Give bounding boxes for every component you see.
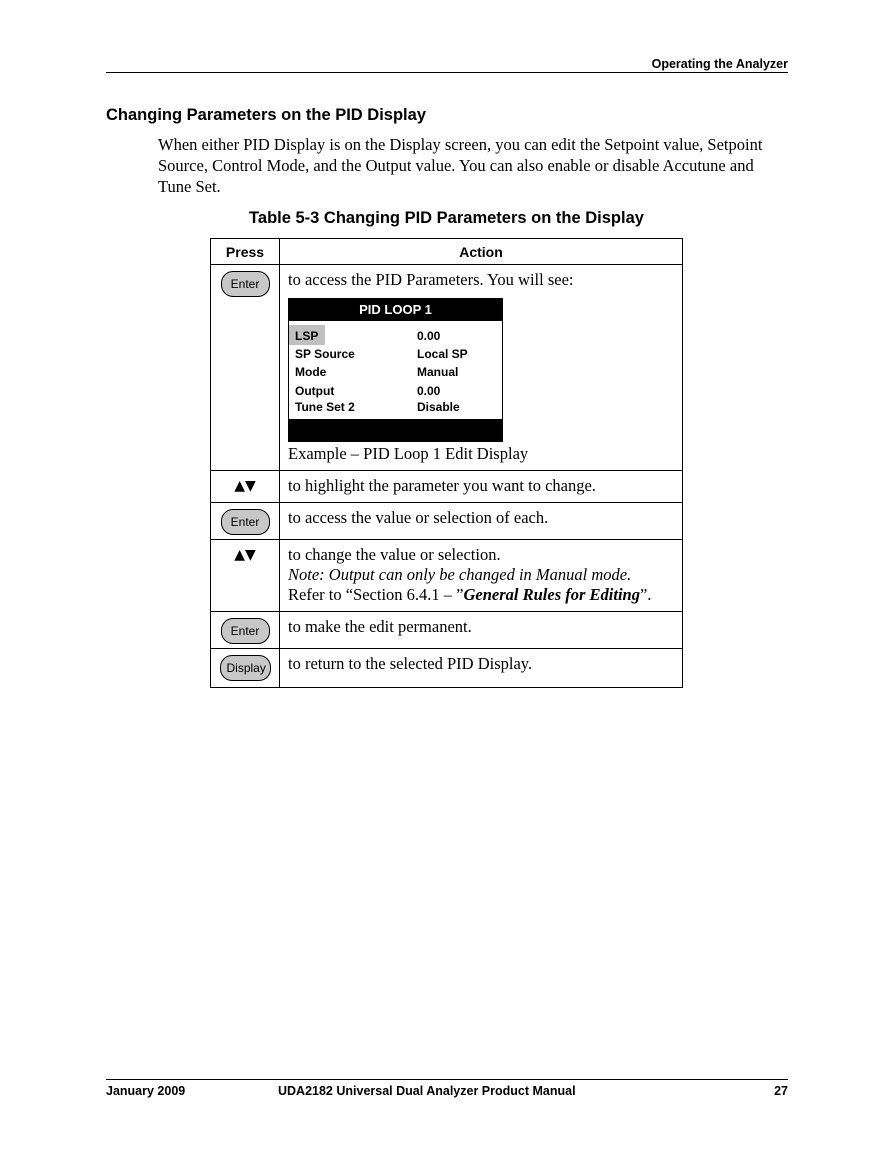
lcd-value: Disable [417, 400, 460, 414]
reference-prefix: Refer to “Section 6.4.1 – ” [288, 585, 464, 604]
action-text: to change the value or selection. [288, 545, 501, 564]
action-header: Action [280, 239, 683, 265]
table-row [211, 540, 683, 612]
table-header-row [211, 239, 683, 265]
enter-key: Enter [221, 271, 270, 297]
note-text: Note: Output can only be changed in Manual mode. [288, 565, 632, 584]
table-row [211, 649, 683, 688]
lcd-value: Local SP [417, 347, 468, 361]
press-header: Press [211, 239, 280, 265]
pid-steps-table [210, 238, 683, 688]
lcd-label: SP Source [295, 347, 355, 361]
page-footer [106, 1079, 788, 1098]
action-text: to highlight the parameter you want to change. [280, 471, 683, 503]
up-down-arrow-icon: ▲▼ [234, 547, 256, 563]
intro-paragraph: When either PID Display is on the Display screen, you can edit the Setpoint value, Setpoint Source, Control Mode, and the Output value. You can also enable or disable Accutune and Tune Set. [158, 135, 763, 196]
action-text: to return to the selected PID Display. [280, 649, 683, 688]
table-row [211, 612, 683, 649]
pid-loop-lcd [288, 298, 503, 442]
reference-suffix: ”. [639, 585, 652, 604]
action-text: to access the value or selection of each. [280, 503, 683, 540]
lcd-label: LSP [295, 329, 319, 343]
lcd-value: Manual [417, 365, 459, 379]
footer-date: January 2009 [106, 1084, 186, 1098]
reference-text [288, 585, 674, 605]
header-section: Operating the Analyzer [651, 57, 788, 71]
display-key: Display [220, 655, 271, 681]
lcd-footer-bar [289, 419, 502, 441]
lcd-label: Mode [295, 365, 327, 379]
reference-link: General Rules for Editing [463, 585, 640, 604]
footer-title: UDA2182 Universal Dual Analyzer Product Manual [278, 1084, 576, 1098]
table-row [211, 471, 683, 503]
running-header [106, 57, 788, 73]
table-caption: Table 5-3 Changing PID Parameters on the Display [249, 209, 644, 227]
lcd-label: Tune Set 2 [295, 400, 355, 414]
table-row [211, 503, 683, 540]
action-text: to access the PID Parameters. You will see: [288, 270, 574, 289]
section-title: Changing Parameters on the PID Display [106, 106, 426, 124]
lcd-value: 0.00 [417, 329, 441, 343]
lcd-caption: Example – PID Loop 1 Edit Display [288, 444, 529, 463]
enter-key: Enter [221, 618, 270, 644]
table-row [211, 265, 683, 471]
lcd-label: Output [295, 384, 335, 398]
lcd-value: 0.00 [417, 384, 441, 398]
up-down-arrow-icon: ▲▼ [234, 478, 256, 494]
page-number: 27 [774, 1084, 788, 1098]
lcd-title: PID LOOP 1 [289, 299, 502, 321]
action-text: to make the edit permanent. [280, 612, 683, 649]
enter-key: Enter [221, 509, 270, 535]
